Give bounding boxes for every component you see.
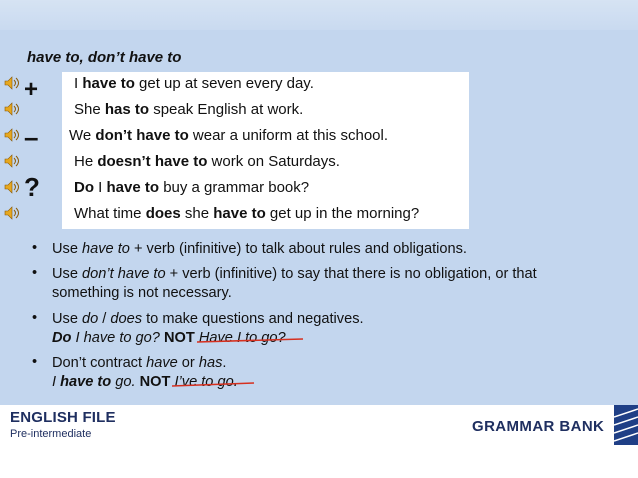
speaker-icon[interactable] (4, 180, 20, 194)
speaker-icon[interactable] (4, 128, 20, 142)
question-symbol: ? (24, 172, 40, 202)
speaker-icon[interactable] (4, 206, 20, 220)
page-title: have to, don’t have to (27, 49, 182, 66)
speaker-icon[interactable] (4, 154, 20, 168)
example-sentence: He doesn’t have to work on Saturdays. (74, 153, 340, 170)
stripes-decoration (614, 405, 638, 445)
section-label: GRAMMAR BANK (472, 418, 605, 435)
minus-symbol: – (24, 122, 39, 152)
bottom-margin (0, 445, 638, 478)
speaker-icon[interactable] (4, 102, 20, 116)
incorrect-example: I’ve to go. (174, 374, 238, 390)
level-label: Pre-intermediate (10, 428, 92, 440)
example-sentence: I have to get up at seven every day. (74, 75, 314, 92)
example-sentence: What time does she have to get up in the morning? (74, 205, 420, 222)
plus-symbol: + (24, 76, 39, 103)
example-sentence: She has to speak English at work. (74, 101, 304, 118)
incorrect-example: Have I to go? (198, 330, 286, 346)
red-strikethrough (172, 381, 258, 389)
example-sentence: We don’t have to wear a uniform at this school. (69, 127, 389, 144)
example-sentence: Do I have to buy a grammar book? (74, 179, 310, 196)
examples-box (62, 72, 469, 229)
speaker-icon[interactable] (4, 76, 20, 90)
red-strikethrough (197, 337, 307, 345)
top-band (0, 0, 638, 30)
brand-logo: ENGLISH FILE (10, 409, 116, 426)
